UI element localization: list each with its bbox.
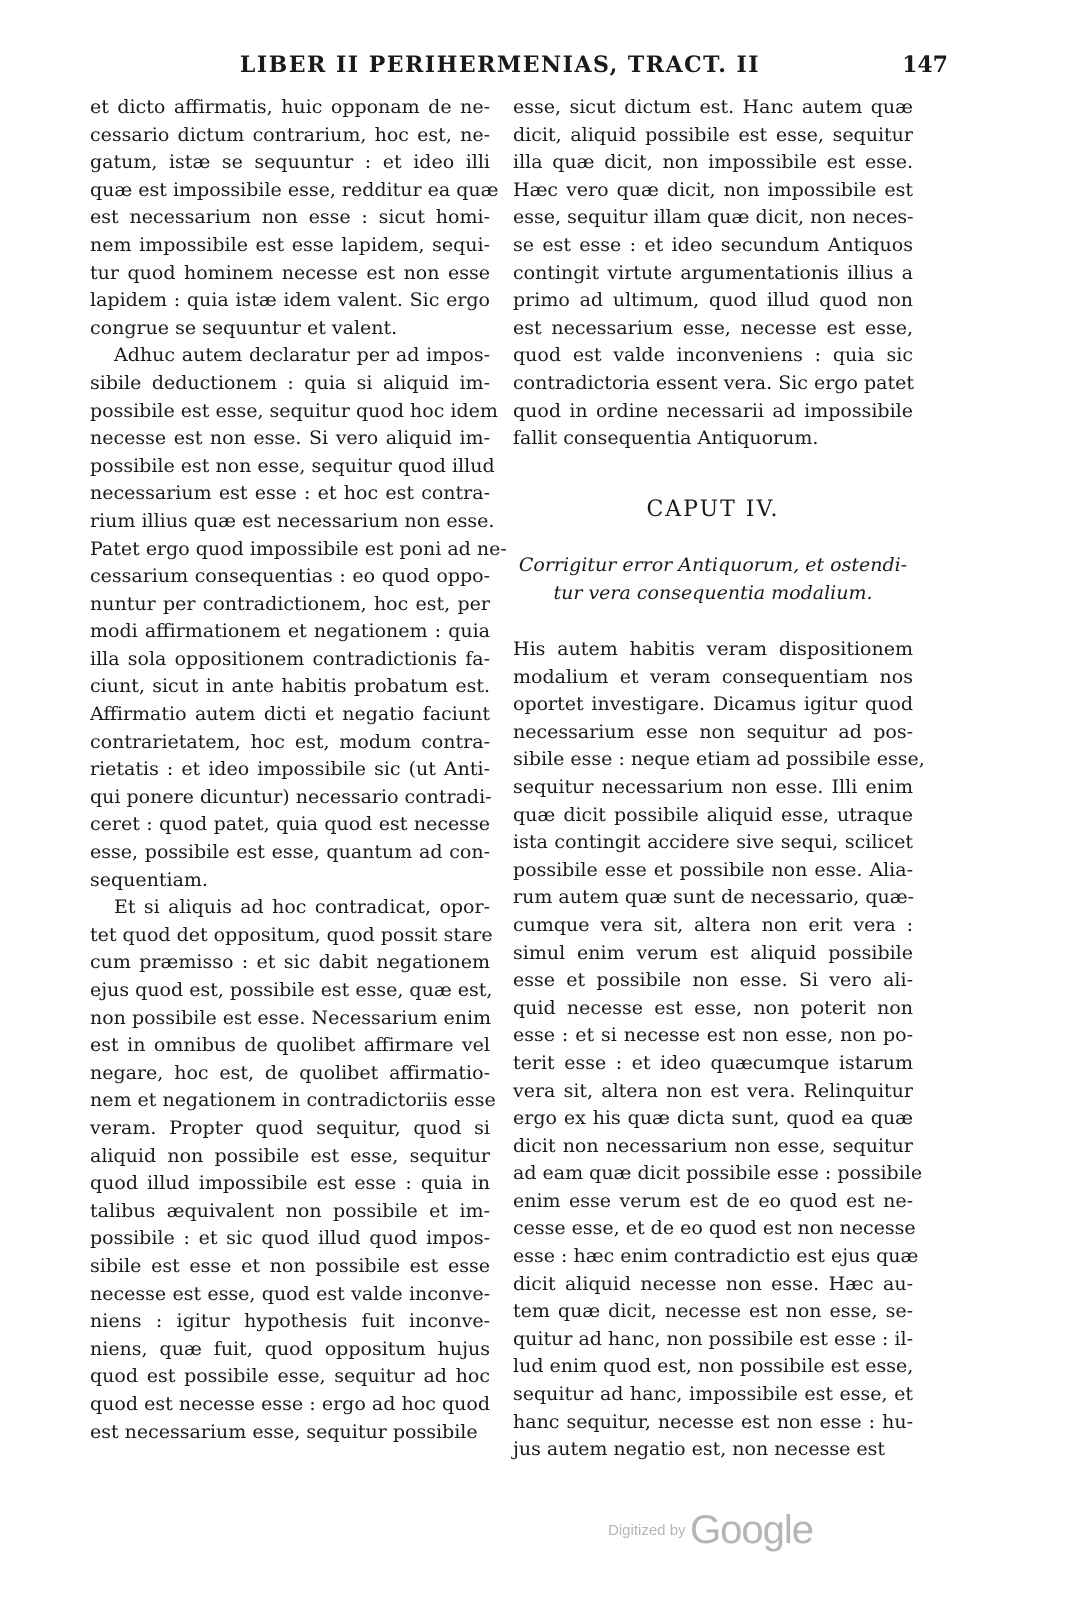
text-line: quod est valde inconveniens : quia sic [513, 344, 913, 367]
text-line: cessarium consequentias : eo quod oppo- [90, 565, 490, 588]
text-line: ista contingit accidere sive sequi, scilicet [513, 831, 913, 854]
text-line: non possibile est esse. Necessarium enim [90, 1006, 492, 1029]
text-line: dicit aliquid necesse non esse. Hæc au- [513, 1272, 913, 1295]
text-line: quod est possibile esse, sequitur ad hoc [90, 1365, 490, 1388]
text-line: niens : igitur hypothesis fuit inconve- [90, 1310, 490, 1333]
text-line: et dicto affirmatis, huic opponam de ne- [90, 96, 490, 118]
text-line: cesse esse, et de eo quod est non necesse [513, 1217, 916, 1240]
text-line: se est esse : et ideo secundum Antiquos [513, 233, 913, 256]
text-line: modalium et veram consequentiam nos [513, 665, 913, 688]
text-line: sibile deductionem : quia si aliquid im- [90, 371, 490, 394]
text-line: congrue se sequuntur et valent. [90, 316, 398, 339]
text-line: illa quæ dicit, non impossibile est esse. [513, 151, 913, 174]
text-line: quid necesse est esse, non poterit non [513, 996, 913, 1019]
text-line: lud enim quod est, non possibile est esse, [513, 1355, 914, 1378]
text-line: esse, sicut dictum est. Hanc autem quæ [513, 96, 913, 118]
text-line: fallit consequentia Antiquorum. [513, 427, 819, 450]
page-number: 147 [902, 52, 948, 78]
text-line: lapidem : quia istæ idem valent. Sic ergo [90, 289, 490, 312]
text-line: hanc sequitur, necesse est non esse : hu- [513, 1410, 913, 1433]
text-line: oportet investigare. Dicamus igitur quod [513, 693, 913, 716]
text-line: possibile esse et possibile non esse. Alia- [513, 858, 913, 881]
text-line: Hæc vero quæ dicit, non impossibile est [513, 178, 913, 201]
text-line: Affirmatio autem dicti et negatio faciunt [90, 703, 490, 726]
text-line: est necessarium esse, sequitur possibile [90, 1420, 478, 1443]
text-line: talibus æquivalent non possibile et im- [90, 1199, 490, 1222]
text-line: Patet ergo quod impossibile est poni ad ne- [90, 537, 507, 560]
text-line: necessarium est esse : et hoc est contra- [90, 482, 490, 505]
text-line: nem et negationem in contradictoriis esse [90, 1089, 496, 1112]
chapter-heading: CAPUT IV. [646, 497, 780, 522]
right-text-column-bottom [513, 636, 925, 1464]
text-line: cum præmisso : et sic dabit negationem [90, 951, 490, 974]
text-line: sequitur necessarium non esse. Illi enim [513, 775, 913, 798]
text-line: rum autem quæ sunt de necessario, quæ- [513, 886, 915, 909]
text-line: quæ dicit possibile aliquid esse, utraque [513, 803, 913, 826]
text-line: Et si aliquis ad hoc contradicat, opor- [114, 896, 490, 919]
text-line: modi affirmationem et negationem : quia [90, 620, 490, 643]
text-line: ergo ex his quæ dicta sunt, quod ea quæ [513, 1107, 913, 1130]
text-line: est in omnibus de quolibet affirmare vel [90, 1034, 490, 1057]
text-line: esse : et si necesse est non esse, non po- [513, 1024, 913, 1047]
text-line: quod est necesse esse : ergo ad hoc quod [90, 1392, 490, 1415]
text-line: quod in ordine necessarii ad impossibile [513, 399, 913, 422]
text-line: Corrigitur error Antiquorum, et ostendi- [518, 554, 908, 576]
google-logo: Google [690, 1508, 813, 1552]
text-line: terit esse : et ideo quæcumque istarum [513, 1051, 913, 1074]
text-line: est necessarium esse, necesse est esse, [513, 316, 913, 339]
text-line: gatum, istæ se sequuntur : et ideo illi [90, 151, 490, 174]
text-line: quitur ad hanc, non possibile est esse : il- [513, 1327, 913, 1350]
text-line: ciunt, sicut in ante habitis probatum est. [90, 675, 490, 698]
digitized-watermark [608, 1508, 813, 1553]
text-line: possibile est esse, sequitur quod hoc idem [90, 399, 498, 422]
text-line: necesse est esse, quod est valde inconve- [90, 1282, 490, 1305]
text-line: niens, quæ fuit, quod oppositum hujus [90, 1337, 490, 1360]
text-line: tem quæ dicit, necesse est non esse, se- [513, 1300, 913, 1323]
text-line: sequitur ad hanc, impossibile est esse, et [513, 1383, 913, 1406]
text-line: vera sit, altera non est vera. Relinquitur [513, 1079, 913, 1102]
text-line: negare, hoc est, de quolibet affirmatio- [90, 1061, 490, 1084]
text-line: rietatis : et ideo impossibile sic (ut Anti- [90, 758, 490, 781]
text-line: esse, sequitur illam quæ dicit, non neces- [513, 206, 914, 229]
text-line: esse et possibile non esse. Si vero ali- [513, 969, 913, 992]
left-text-column [90, 94, 507, 1446]
text-line: ad eam quæ dicit possibile esse : possibile [513, 1162, 923, 1185]
text-line: contradictoria essent vera. Sic ergo patet [513, 371, 914, 394]
text-line: nuntur per contradictionem, hoc est, per [90, 592, 490, 615]
text-line: cumque vera sit, altera non erit vera : [513, 913, 913, 936]
text-line: veram. Propter quod sequitur, quod si [90, 1116, 490, 1139]
text-line: His autem habitis veram dispositionem [513, 638, 913, 660]
text-line: simul enim verum est aliquid possibile [513, 941, 913, 964]
text-line: cessario dictum contrarium, hoc est, ne- [90, 123, 490, 146]
text-line: contrarietatem, hoc est, modum contra- [90, 730, 490, 753]
text-line: possibile est non esse, sequitur quod illud [90, 454, 495, 477]
text-line: tur vera consequentia modalium. [553, 581, 873, 604]
text-line: jus autem negatio est, non necesse est [513, 1438, 886, 1461]
text-line: ceret : quod patet, quia quod est necesse [90, 813, 490, 836]
text-line: necesse est non esse. Si vero aliquid im- [90, 427, 490, 450]
text-line: Adhuc autem declaratur per ad impos- [114, 344, 490, 367]
text-line: tur quod hominem necesse est non esse [90, 261, 490, 284]
text-line: rium illius quæ est necessarium non esse. [90, 509, 495, 532]
right-text-column-top [513, 94, 913, 453]
text-line: primo ad ultimum, quod illud quod non [513, 289, 913, 312]
text-line: aliquid non possibile est esse, sequitur [90, 1144, 490, 1167]
text-line: sibile esse : neque etiam ad possibile esse, [513, 748, 925, 771]
text-line: esse, possibile est esse, quantum ad con- [90, 841, 490, 864]
text-line: dicit non necessarium non esse, sequitur [513, 1134, 913, 1157]
text-line: contingit virtute argumentationis illius a [513, 261, 913, 284]
text-line: qui ponere dicuntur) necessario contradi- [90, 785, 492, 808]
text-line: illa sola oppositionem contradictionis fa- [90, 647, 490, 670]
text-line: esse : hæc enim contradictio est ejus quæ [513, 1245, 919, 1268]
chapter-subtitle [513, 552, 913, 607]
digitized-by-label: Digitized by [608, 1522, 686, 1539]
text-line: enim esse verum est de eo quod est ne- [513, 1189, 913, 1212]
running-header: LIBER II PERIHERMENIAS, TRACT. II [239, 52, 761, 78]
text-line: possibile : et sic quod illud quod impos- [90, 1227, 490, 1250]
text-line: quæ est impossibile esse, redditur ea quæ [90, 178, 499, 201]
text-line: ejus quod est, possibile est esse, quæ est, [90, 979, 493, 1001]
text-line: tet quod det oppositum, quod possit stare [90, 923, 493, 946]
text-line: quod illud impossibile est esse : quia in [90, 1172, 490, 1195]
text-line: sibile est esse et non possibile est esse [90, 1254, 490, 1277]
text-line: sequentiam. [90, 868, 208, 891]
text-line: est necessarium non esse : sicut homi- [90, 206, 490, 229]
text-line: necessarium esse non sequitur ad pos- [513, 720, 913, 743]
text-line: nem impossibile est esse lapidem, sequi- [90, 233, 490, 256]
text-line: dicit, aliquid possibile est esse, sequitur [513, 123, 913, 146]
